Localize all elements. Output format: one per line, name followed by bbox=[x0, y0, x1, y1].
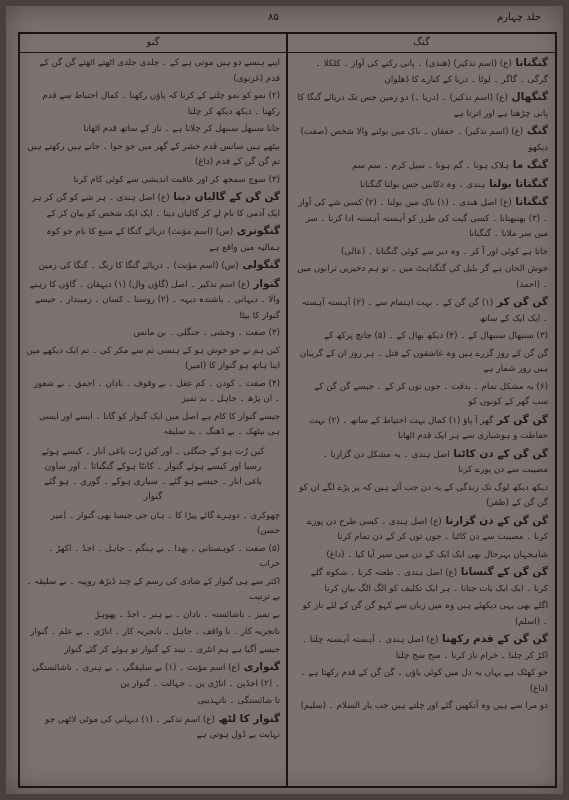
entry-text: جیسے آگیا ہے ہم انٹری ۔ نیند کے گنوار تو ہوئے کر گئے گنوار bbox=[64, 644, 280, 655]
entry-headword: گن گن کر bbox=[493, 296, 548, 308]
entry-headword: گنوار کا لٹھ bbox=[214, 712, 280, 725]
entry-text: ناتجربہ کار ۔ نا واقف ۔ جاہل ۔ ناتجربہ کار ۔ اناڑی ۔ بے علم ۔ گنوار bbox=[30, 627, 280, 637]
entry-text: کیں ہم نے جو خوش ہو کے ہنسی تم سے مکر کی ۔ تم ایک دیکھے میں اپنا ہاتھ ہو گنوار کا (امیر) bbox=[26, 345, 280, 371]
dictionary-entry bbox=[26, 694, 280, 710]
dictionary-entry bbox=[296, 56, 548, 88]
entry-headword: گنگ ما bbox=[509, 159, 548, 171]
text-frame bbox=[18, 32, 557, 788]
entry-text: (۳) سنبھال سنبھال کے ۔ (۴) دیکھ بھال کے ۔ (۵) جانچ پرکھ کے bbox=[324, 331, 548, 341]
entry-text: (ع) (اسم تذکیر) ۔ خفقان ۔ ناک میں بولنے والا شخص (صفت) دیکھو bbox=[300, 127, 548, 153]
entry-text: (۴) صفت ۔ کودن ۔ کم عقل ۔ بے وقوف ۔ نادان ۔ احمق ۔ بے شعور ۔ ان پڑھ ۔ جاہل ۔ بد تمیز bbox=[33, 378, 280, 404]
dictionary-entry bbox=[26, 575, 280, 606]
dictionary-entry bbox=[296, 380, 548, 411]
entry-text: دو مرا سے ہیں وہ آنکھیں گئے اور چلتے ہیں جب یار السلام ۔ (سلیم) bbox=[300, 701, 548, 711]
dictionary-entry bbox=[26, 410, 280, 441]
entry-text: بے تمیز ۔ ناشائستہ ۔ نادان ۔ بے ہنر ۔ اجڈ ۔ پھوہڑ bbox=[95, 609, 280, 620]
entry-headword: گنگنانا bbox=[511, 57, 548, 69]
dictionary-entry bbox=[26, 89, 280, 120]
dictionary-entry bbox=[26, 173, 280, 189]
entry-headword: گن گن کے دن کاٹنا bbox=[449, 447, 548, 460]
dictionary-entry bbox=[26, 258, 280, 275]
dictionary-entry bbox=[296, 158, 548, 175]
dictionary-entry bbox=[26, 608, 280, 624]
entry-text: (س) (اسم مؤنث) ۔ دریائے گنگا کا رنگ ۔ گنگا کی زمین bbox=[38, 261, 239, 271]
dictionary-entry bbox=[296, 262, 548, 293]
dictionary-entry bbox=[26, 660, 280, 692]
entry-text: (ع) اصل ہندی ۔ کسی طرح دن پورے کرنا ۔ مصیبت سے دن کاٹنا ۔ جوں توں کر کے دن تمام کرنا bbox=[307, 516, 548, 542]
dictionary-entry bbox=[26, 625, 280, 641]
verse-block bbox=[38, 445, 268, 505]
entry-text: (ع) اصل ھندی ۔ (۱) ناک میں بولنا ۔ (۲) کسی شے کی آواز ۔ (۳) بھنبھنانا ۔ کسی گیت کی طرز کو آہستہ آہستہ ادا کرنا ۔ سر میں سر ملانا ۔ گنگنانا bbox=[298, 198, 548, 239]
dictionary-entry bbox=[296, 699, 548, 715]
entry-headword: گنواری bbox=[240, 661, 280, 673]
dictionary-entry bbox=[26, 509, 280, 540]
dictionary-entry bbox=[296, 632, 548, 664]
entry-text: (ع) اصل ہندی ۔ آہستہ آہستہ چلنا ۔ اکڑ کر چلنا ۔ خرام ناز کرنا ۔ سج سج چلنا bbox=[302, 635, 548, 661]
entry-text: شاہجہان بہرحال بھی ایک ایک کے دن میں سیر آیا کیا ۔ (داغ) bbox=[326, 549, 548, 560]
entry-text: کیں رُت ہو کے جنگلی ۔ اور کیں رُت باغی انار ۔ کیسے ہوئے رسیا اور کیسے ہوئے گنوار ۔ کانٹا ہوکے گنگناتا ۔ اور ساون باغی انار ۔ جیسے ہو گئے ۔ سیاری ہوکے ۔ گوری ۔ ہو گئے گنوار bbox=[41, 446, 265, 502]
entry-text: (۶) بہ مشکل تمام ۔ بدقت ۔ جوں توں کر کے ۔ جیسے گن گن کے سب گھر کے کونوں کو bbox=[314, 381, 548, 407]
dictionary-entry bbox=[296, 195, 548, 243]
entry-text: ہندی ۔ وہ دکانیں جس بولنا گنگنانا bbox=[359, 179, 486, 190]
right-column bbox=[296, 56, 548, 782]
entry-text: اگلے بھی یہی دیکھئے ہیں وہ میں زباں سے کہو گن گن کے لئے ناز کو ۔ (اسلم) bbox=[302, 601, 548, 627]
dictionary-entry bbox=[26, 56, 280, 87]
entry-text: گن گن کے روز گزرے ہیں وہ عاشقوں کے قتل ۔ ہر روز ان کے گریبان ہیں روز شمار ہے bbox=[299, 348, 548, 374]
entry-text: اکثر سے ہی گنوار کے شادی کی رسم کے چند ڈیڑھ روپیہ ۔ بے سلیقہ ۔ بے ترتیب bbox=[26, 576, 280, 602]
dictionary-entry bbox=[26, 542, 280, 573]
entry-headword: گنگولی bbox=[238, 259, 280, 271]
dictionary-entry bbox=[296, 599, 548, 630]
entry-text: (۵) صفت ۔ کوہستانی ۔ بھدا ۔ بے ہنگم ۔ جاہل ۔ اجڈ ۔ اکھڑ ۔ خراب bbox=[48, 543, 280, 569]
dictionary-entry bbox=[296, 514, 548, 546]
dictionary-entry bbox=[26, 277, 280, 325]
entry-text: جو کھٹک ہے یہاں یہ دل میں کوئی پاؤں ۔ گن گن کے قدم رکھتا ہے ۔ (داغ) bbox=[300, 668, 548, 694]
dictionary-entry bbox=[296, 481, 548, 512]
dictionary-entry bbox=[26, 643, 280, 659]
entry-text: دیکھ دیکھ لوگ تک زندگی کے یہ دن جب آئے ہیں کہ پر پڑے لگے ان کو گن گن کے (ظفر) bbox=[299, 482, 548, 508]
dictionary-entry bbox=[296, 329, 548, 345]
dictionary-entry bbox=[296, 90, 548, 122]
entry-headword: گنگوتری bbox=[233, 225, 280, 237]
entry-text: جاتا ہے کوئی اور آ کر ۔ وہ دیر سے کوئی گنگنانا ۔ (عالی) bbox=[340, 246, 548, 257]
dictionary-entry bbox=[26, 140, 280, 171]
volume-label: جلد چہارم bbox=[496, 12, 541, 23]
dictionary-entry bbox=[296, 177, 548, 194]
page-header bbox=[6, 10, 563, 28]
entry-headword: گن گن کے دن گزارنا bbox=[441, 514, 548, 527]
entry-text: جیسے گنوار کا کام ہے اصل میں ایک گنوار کو گانا ۔ ایسے اور ایسی ہی بیٹھک ۔ بے ڈھنگ ۔ بد سلیقہ bbox=[38, 411, 280, 437]
dictionary-entry bbox=[26, 344, 280, 375]
entry-text: اپنے ہنسے دو ہیں موتی ہے کے ۔ جلدی جلدی اٹھتے اٹھتے گن گن کے قدم (غزنوی) bbox=[39, 58, 280, 84]
entry-text: (۳) سوچ سمجھ کر اور عاقبت اندیشی سے کوئی کام کرنا bbox=[73, 174, 280, 185]
dictionary-page bbox=[6, 6, 563, 794]
entry-text: (ع) اسم تذکیر ۔ اصل (گاؤں وال) (۱) دیہقان ۔ گاؤں کا رہنے والا ۔ دیہاتی ۔ باشندہ دیہہ ۔ (۲) روستا ۔ کسان ۔ زمیندار ۔ جیسے گنوار کا بیٹا bbox=[29, 279, 280, 321]
dictionary-entry bbox=[26, 190, 280, 222]
entry-text: (ع) (اسم تذکیر) (ھندی) ۔ پانی رکنے کی آواز ۔ کلکلا ۔ گرگی ۔ گاگر ۔ لوٹا ۔ دریا کے کنارے کا ڈھلوان bbox=[315, 59, 548, 85]
entry-text: ہلاک ہونا ۔ گم ہونا ۔ سیل کرم ۔ سم سم bbox=[352, 161, 510, 171]
entry-text: بیٹھے ہیں سانس قدم حشر کے گھر میں جو حوا ۔ جاتے ہیں رکھتے ہیں تم گن گن کے قدم (داغ) bbox=[27, 141, 280, 167]
column-divider bbox=[286, 34, 288, 786]
dictionary-entry bbox=[296, 245, 548, 261]
dictionary-entry bbox=[26, 326, 280, 342]
entry-headword: گن گن کے گنسانا bbox=[457, 566, 548, 578]
entry-text: (س) (اسم مؤنث) دریائے گنگا کے منبع کا نام جو کوہ ہمالیہ میں واقع ہے bbox=[46, 227, 280, 253]
dictionary-entry bbox=[296, 295, 548, 327]
entry-text: (۲) نمو کو نمو چلنے کے کرنا کہ پاؤں رکھنا ۔ کمال احتیاط سے قدم رکھنا ۔ دیکھ دیکھ کر چلنا bbox=[42, 91, 280, 117]
entry-text: (ع) (اسم تذکیر) ۔ (دریا ۔) دو زمین جس تک دریائے گنگا کا پانی چڑھتا ہے اور اترتا ہے bbox=[297, 93, 548, 119]
dictionary-entry bbox=[26, 377, 280, 408]
entry-text: (ع) اصل ہندی ۔ طعنہ کرنا ۔ شکوہ گلے کرنا ۔ ایک ایک بات جتانا ۔ ہر ایک تکلیف کو الگ الگ بیان کرنا bbox=[310, 568, 548, 594]
dictionary-entry bbox=[296, 548, 548, 564]
entry-headword: گن گن کے گالیاں دینا bbox=[169, 191, 280, 203]
column-heading-right: گنگ bbox=[288, 34, 555, 53]
entry-text: (ع) اصل ہندی ۔ ہر شے کو گن کر ہر ایک آدمی کا نام لے کر گالیاں دینا ۔ ایک ایک شخص کو بیان کر کے bbox=[31, 193, 280, 219]
dictionary-entry bbox=[26, 224, 280, 256]
entry-headword: گنگ bbox=[523, 125, 548, 137]
entry-text: (۱) گن گن کے ۔ بہت اہتمام سے ۔ (۲) آہستہ آہستہ ۔ ایک ایک کے ساتھ bbox=[301, 298, 548, 324]
entry-headword: گن گن کر bbox=[493, 413, 548, 426]
dictionary-entry bbox=[296, 565, 548, 597]
left-column bbox=[26, 56, 280, 782]
entry-text: جانا سنبھل سنبھل کر چلانا ہے ۔ ناز کے ساتھ قدم اٹھانا bbox=[83, 124, 280, 134]
entry-headword: گنگھال bbox=[507, 91, 548, 103]
dictionary-entry bbox=[26, 122, 280, 138]
entry-text: (ع) اسم مؤنث ۔ (۱) بے سلیقگی ۔ بے ہنری ۔ ناشائستگی ۔ (۲) اجڈپن ۔ اناڑی پن ۔ جہالت ۔ گنوار پن bbox=[32, 663, 280, 689]
entry-headword: گنوار bbox=[249, 277, 280, 290]
dictionary-entry bbox=[296, 447, 548, 479]
entry-headword: گنگناتا بولنا bbox=[485, 177, 548, 190]
dictionary-entry bbox=[296, 124, 548, 156]
dictionary-entry bbox=[26, 712, 280, 744]
page-number: ۸۵ bbox=[268, 12, 279, 23]
dictionary-entry bbox=[296, 347, 548, 378]
entry-text: (ع) اسم تذکیر ۔ (۱) دیہاتی کی موٹی لاٹھی جو نہایت بے ڈول ہوتی ہے bbox=[45, 714, 280, 740]
entry-headword: گنگنانا bbox=[511, 196, 548, 208]
entry-text: (۳) صفت ۔ وحشی ۔ جنگلی ۔ بن مانس bbox=[133, 328, 280, 338]
entry-headword: گن گن کے قدم رکھنا bbox=[438, 633, 548, 645]
dictionary-entry bbox=[296, 413, 548, 445]
entry-text: چھوکری ۔ دوہرے گائے پیڑا کا ۔ ہاں جی جیسا بھی گنوار ۔ (میر حسن) bbox=[50, 510, 280, 536]
entry-text: تا شائستگی ۔ ناتہذیبی bbox=[197, 696, 280, 706]
entry-text: خوش الحان ہے گر بلبل کی گنگناہٹ میں ۔ تو ہم دخیریں ترانوں میں ۔ (احمد) bbox=[297, 264, 548, 290]
column-heading-left: گنو bbox=[20, 34, 286, 53]
dictionary-entry bbox=[296, 666, 548, 697]
entry-text: گھر آ پاؤ (۱) کمال بہت احتیاط کے ساتھ ۔ (۲) بہت حفاظت و ہوشیاری سے ہر ایک قدم اٹھانا bbox=[309, 415, 548, 441]
entry-text: اصل ہندی ۔ بہ مشکل دن گزارنا ۔ مصیبت سے دن پورے کرنا bbox=[322, 449, 548, 475]
